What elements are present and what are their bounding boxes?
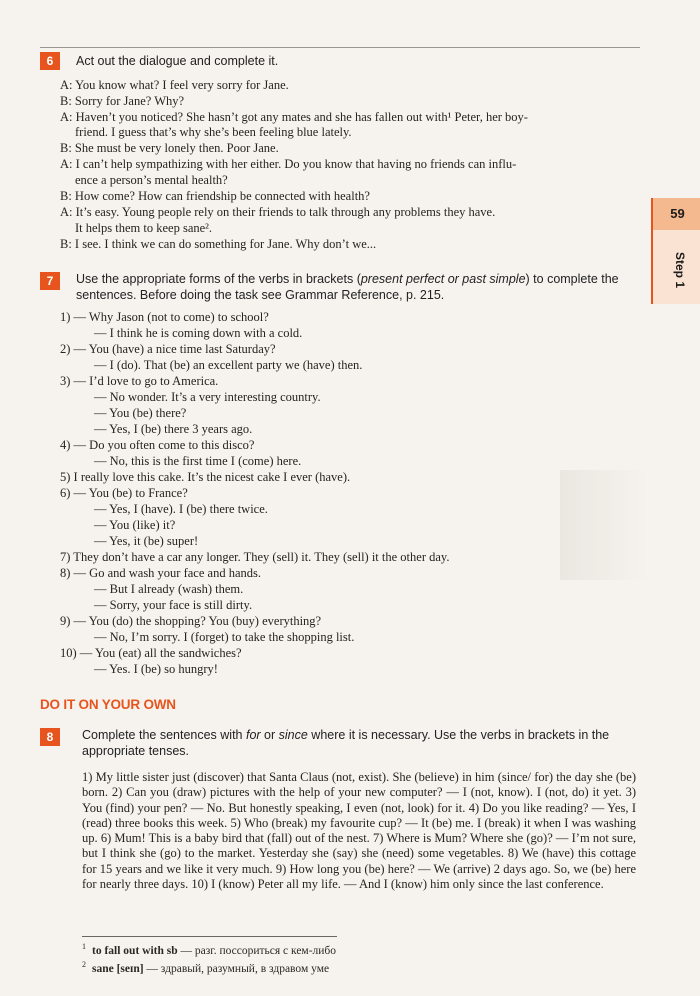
- dialogue-line: B: Sorry for Jane? Why?: [60, 94, 185, 108]
- sentence-line: 5) I really love this cake. It’s the nicest cake I ever (have).: [60, 470, 351, 484]
- dialogue-line: B: How come? How can friendship be connected with health?: [60, 189, 370, 203]
- dialogue-line: friend. I guess that’s why she’s been feeling blue lately.: [75, 125, 352, 139]
- page-number: 59: [670, 206, 685, 221]
- sentence-line: — But I already (wash) them.: [94, 582, 244, 596]
- exercise-8-paragraph: 1) My little sister just (discover) that Santa Claus (not, exist). She (believe) in him (since/ for) the day she (be) born. 2) Can you (draw) pictures with the help of your new computer? — I (not, know). I (not, do) it yet. 3) You (find) your pen? — No. But honestly speaking, I even (not, look) for it. 4) Do you like reading? — Yes, I (read) three books this week. 5) Who (break) my favourite cup? — It (be) me. I (break) it when I was washing up. 6) Mum! This is a baby bird that (fall) out of the nest. 7) Where is Mum? Where she (go)? — I’m not sure, but I think she (go) to the market. Yesterday she (say) she (need) some vegetables. 8) We (have) this cottage for 15 years and we like it very much. 9) How long you (be) here? — We (arrive) 2 days ago. So, we (be) here for nearly three days. 10) I (know) Peter all my life. — And I (know) him only since the last conference.: [82, 770, 636, 892]
- sentence-line: — You (be) there?: [94, 406, 187, 420]
- sentence-line: 4) — Do you often come to this disco?: [60, 438, 255, 452]
- exercise-7-number: 7: [40, 272, 60, 290]
- sentence-line: — No wonder. It’s a very interesting country.: [94, 390, 321, 404]
- sentence-line: 8) — Go and wash your face and hands.: [60, 566, 261, 580]
- sentence-line: — I (do). That (be) an excellent party we (have) then.: [94, 358, 363, 372]
- dialogue-line: B: She must be very lonely then. Poor Jane.: [60, 141, 279, 155]
- sentence-line: — I think he is coming down with a cold.: [94, 326, 303, 340]
- exercise-7-instruction: Use the appropriate forms of the verbs in brackets (present perfect or past simple) to complete the sentences. Before doing the task see Grammar Reference, p. 215.: [76, 272, 619, 302]
- step-side-tab: [651, 198, 700, 304]
- sentence-line: 2) — You (have) a nice time last Saturday?: [60, 342, 276, 356]
- dialogue-line: B: I see. I think we can do something for Jane. Why don’t we...: [60, 237, 377, 251]
- sentence-line: 9) — You (do) the shopping? You (buy) everything?: [60, 614, 322, 628]
- dialogue-line: A: You know what? I feel very sorry for Jane.: [60, 78, 289, 92]
- dialogue-line: A: I can’t help sympathizing with her either. Do you know that having no friends can influ-: [60, 157, 517, 171]
- sentence-line: — Yes, I (be) there 3 years ago.: [94, 422, 253, 436]
- sentence-line: — No, I’m sorry. I (forget) to take the shopping list.: [94, 630, 355, 644]
- exercise-8-number: 8: [40, 728, 60, 746]
- footnote-1: $^1$ to fall out with sb — разг. поссориться с кем-либо: [82, 942, 337, 957]
- footnote-divider: [82, 936, 337, 937]
- sentence-line: — Sorry, your face is still dirty.: [94, 598, 253, 612]
- top-divider: [40, 47, 640, 48]
- sentence-line: 7) They don’t have a car any longer. They (sell) it. They (sell) it the other day.: [60, 550, 450, 564]
- sentence-line: 3) — I’d love to go to America.: [60, 374, 219, 388]
- dialogue-line: A: Haven’t you noticed? She hasn’t got any mates and she has fallen out with¹ Peter, her boy-: [60, 110, 528, 124]
- sentence-line: — You (like) it?: [94, 518, 176, 532]
- exercise-6-instruction: Act out the dialogue and complete it.: [76, 54, 279, 68]
- sentence-line: — Yes. I (be) so hungry!: [94, 662, 218, 676]
- sentence-line: 6) — You (be) to France?: [60, 486, 188, 500]
- sentence-line: 10) — You (eat) all the sandwiches?: [60, 646, 242, 660]
- background-image-ghost: [560, 470, 650, 580]
- dialogue-line: It helps them to keep sane².: [75, 221, 213, 235]
- dialogue-line: A: It’s easy. Young people rely on their friends to talk through any problems they have.: [60, 205, 496, 219]
- exercise-6-number: 6: [40, 52, 60, 70]
- dialogue-line: ence a person’s mental health?: [75, 173, 228, 187]
- step-label: Step 1: [673, 251, 687, 288]
- exercise-8-instruction: Complete the sentences with for or since where it is necessary. Use the verbs in brackets in the appropriate tenses.: [82, 728, 610, 758]
- sentence-line: — Yes, I (have). I (be) there twice.: [94, 502, 268, 516]
- sentence-line: 1) — Why Jason (not to come) to school?: [60, 310, 269, 324]
- sentence-line: — Yes, it (be) super!: [94, 534, 199, 548]
- section-heading: DO IT ON YOUR OWN: [40, 697, 176, 712]
- sentence-line: — No, this is the first time I (come) here.: [94, 454, 302, 468]
- footnote-2: $^2$ sane [seɪn] — здравый, разумный, в здравом уме: [82, 960, 330, 975]
